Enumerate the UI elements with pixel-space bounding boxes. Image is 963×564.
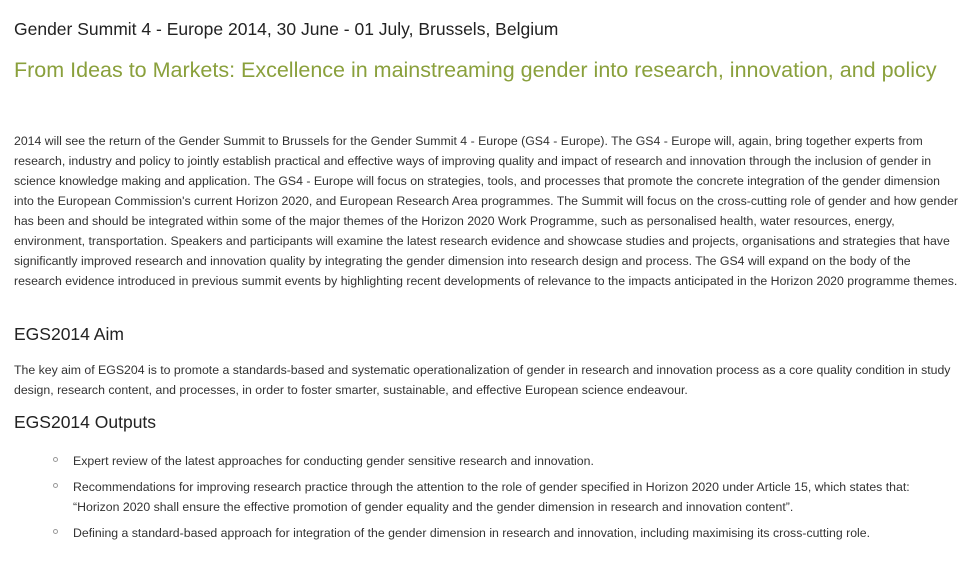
event-title: Gender Summit 4 - Europe 2014, 30 June - 01 July, Brussels, Belgium — [14, 19, 559, 39]
aim-paragraph: The key aim of EGS204 is to promote a standards-based and systematic operationalization of gender in research and innovation process as a core quality condition in study design, research content, and processes, in order to foster smarter, sustainable, and effective European science endeavour. — [14, 363, 951, 397]
aim-heading: EGS2014 Aim — [14, 324, 124, 344]
circle-bullet-icon — [53, 457, 58, 462]
outputs-heading: EGS2014 Outputs — [14, 412, 157, 432]
list-item — [14, 523, 958, 543]
list-item-text: Expert review of the latest approaches for conducting gender sensitive research and innovation. — [73, 454, 594, 468]
list-item-text: Recommendations for improving research practice through the attention to the role of gender specified in Horizon 2020 under Article 15, which states that: “Horizon 2020 shall ensure the effective promotion of gender equality and the gender dimension in research and innovation content”. — [73, 480, 910, 514]
list-item — [14, 477, 958, 517]
page-headline: From Ideas to Markets: Excellence in mainstreaming gender into research, innovation, and policy — [14, 58, 937, 82]
list-item-text: Defining a standard-based approach for integration of the gender dimension in research and innovation, including maximising its cross-cutting role. — [73, 526, 871, 540]
circle-bullet-icon — [53, 529, 58, 534]
intro-paragraph: 2014 will see the return of the Gender Summit to Brussels for the Gender Summit 4 - Europe (GS4 - Europe). The GS4 - Europe will, again, bring together experts from research, industry and policy to jointly establish practical and effective ways of improving quality and impact of research and innovation through the inclusion of gender in science knowledge making and application. The GS4 - Europe will focus on strategies, tools, and processes that promote the concrete integration of the gender dimension into the European Commission's current Horizon 2020, and European Research Area programmes. The Summit will focus on the cross-cutting role of gender and how gender has been and should be integrated within some of the major themes of the Horizon 2020 Work Programme, such as personalised health, water resources, energy, environment, transportation. Speakers and participants will examine the latest research evidence and showcase studies and projects, organisations and strategies that have significantly improved research and innovation quality by integrating the gender dimension into research design and process. The GS4 will expand on the body of the research evidence introduced in previous summit events by highlighting recent developments of relevance to the impacts anticipated in the Horizon 2020 programme themes. — [14, 134, 959, 288]
list-item — [14, 451, 958, 471]
circle-bullet-icon — [53, 483, 58, 488]
outputs-list — [14, 451, 958, 549]
